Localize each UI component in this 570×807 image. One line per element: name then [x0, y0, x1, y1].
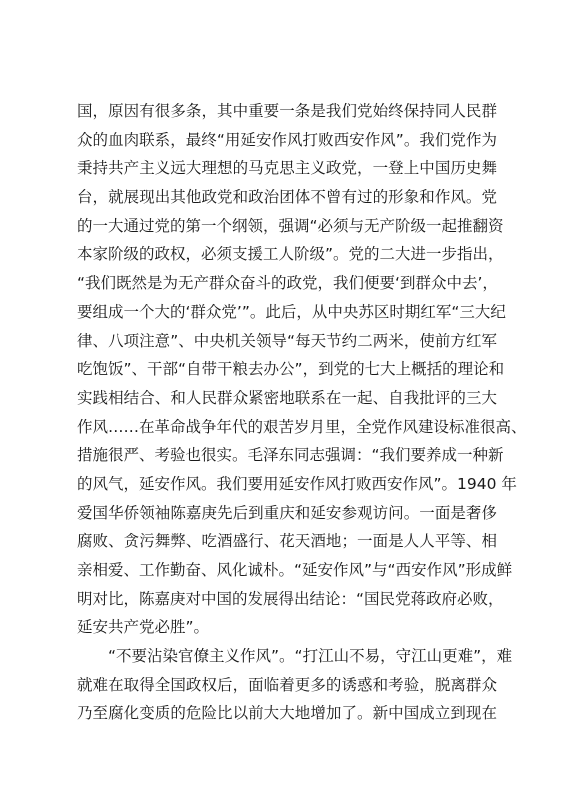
text-line: 律、八项注意”、中央机关领导“每天节约二两米，使前方红军 [77, 331, 497, 350]
text-line: 腐败、贪污舞弊、吃酒盛行、花天酒地；一面是人人平等、相 [77, 532, 497, 551]
text-line: 措施很严、考验也很实。毛泽东同志强调：“我们要养成一种新 [77, 446, 504, 465]
body-text [77, 97, 527, 728]
text-line: 要组成一个大的‘群众党’”。此后，从中央苏区时期红军“三大纪 [77, 302, 506, 321]
text-line: 延安共产党必胜”。 [77, 618, 210, 637]
text-line: 国，原因有很多条，其中重要一条是我们党始终保持同人民群 [77, 102, 497, 120]
text-line: 的风气，延安作风。我们要用延安作风打败西安作风”。1940 年 [77, 474, 517, 493]
text-line: 明对比，陈嘉庚对中国的发展得出结论：“国民党蒋政府必败， [77, 589, 504, 608]
text-line: 实践相结合、和人民群众紧密地联系在一起、自我批评的三大 [77, 388, 497, 407]
text-line: “不要沾染官僚主义作风”。“打江山不易，守江山更难”，难 [108, 647, 513, 666]
text-line: 众的血肉联系，最终“用延安作风打败西安作风”。我们党作为 [77, 130, 497, 149]
text-line: 秉持共产主义远大理想的马克思主义政党，一登上中国历史舞 [77, 159, 497, 178]
text-line: 吃饱饭”、干部“自带干粮去办公”，到党的七大上概括的理论和 [77, 360, 505, 379]
paragraph-2 [77, 642, 513, 728]
text-line: 就难在取得全国政权后，面临着更多的诱惑和考验，脱离群众 [77, 675, 497, 694]
text-line: 乃至腐化变质的危险比以前大大地增加了。新中国成立到现在 [77, 704, 497, 723]
text-line: 爱国华侨领袖陈嘉庚先后到重庆和延安参观访问。一面是奢侈 [77, 503, 497, 522]
text-line: 亲相爱、工作勤奋、风化诚朴。“延安作风”与“西安作风”形成鲜 [77, 561, 513, 579]
text-line: 的一大通过党的第一个纲领，强调“必须与无产阶级一起推翻资 [77, 216, 504, 235]
paragraph-1 [77, 97, 527, 642]
text-line: 本家阶级的政权，必须支援工人阶级”。党的二大进一步指出， [77, 245, 504, 264]
text-line: “我们既然是为无产群众奋斗的政党，我们便要‘到群众中去’， [77, 274, 498, 293]
text-line: 作风……在革命战争年代的艰苦岁月里，全党作风建设标准很高、 [77, 417, 527, 436]
text-line: 台，就展现出其他政党和政治团体不曾有过的形象和作风。党 [77, 188, 497, 207]
